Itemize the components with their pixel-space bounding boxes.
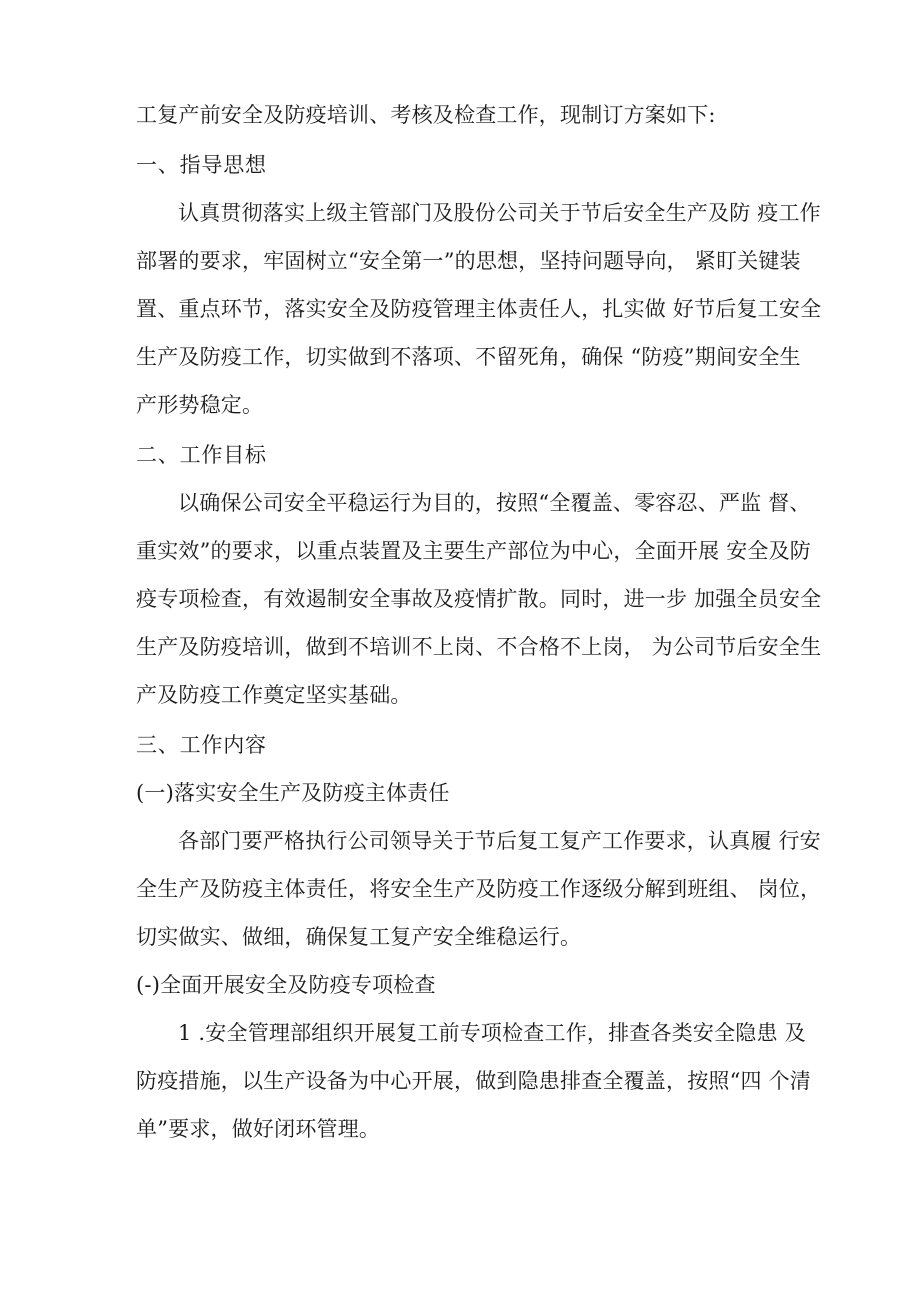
paragraph-line: 1 .安全管理部组织开展复工前专项检查工作，排查各类安全隐患 及 [178, 1021, 806, 1045]
subsection-heading-responsibility: (一)落实安全生产及防疫主体责任 [136, 781, 450, 805]
paragraph-line: 全生产及防疫主体责任，将安全生产及防疫工作逐级分解到班组、 岗位， [136, 877, 822, 901]
paragraph-line: 以确保公司安全平稳运行为目的，按照“全覆盖、零容忍、严监 督、 [178, 491, 811, 515]
paragraph-line: 生产及防疫工作，切实做到不落项、不留死角，确保 “防疫”期间安全生 [136, 345, 801, 369]
subsection-heading-inspection: (-)全面开展安全及防疫专项检查 [136, 973, 436, 997]
paragraph-line: 单”要求，做好闭环管理。 [136, 1117, 381, 1141]
paragraph-line: 重实效”的要求，以重点装置及主要生产部位为中心，全面开展 安全及防 [136, 539, 812, 563]
paragraph-line: 切实做实、做细，确保复工复产安全维稳运行。 [136, 925, 582, 949]
section-heading-guiding-ideology: 一、指导思想 [136, 153, 267, 177]
paragraph-line: 防疫措施，以生产设备为中心开展，做到隐患排查全覆盖，按照“四 个清 [136, 1069, 812, 1093]
paragraph-line: 疫专项检查，有效遏制安全事故及疫情扩散。同时，进一步 加强全员安全 [136, 587, 822, 611]
section-heading-work-content: 三、工作内容 [136, 733, 267, 757]
paragraph-line: 产形势稳定。 [136, 393, 264, 417]
intro-line: 工复产前安全及防疫培训、考核及检查工作，现制订方案如下: [136, 103, 716, 127]
paragraph-line: 认真贯彻落实上级主管部门及股份公司关于节后安全生产及防 疫工作 [178, 201, 821, 225]
paragraph-line: 各部门要严格执行公司领导关于节后复工复产工作要求，认真履 行安 [178, 829, 821, 853]
paragraph-line: 置、重点环节，落实安全及防疫管理主体责任人，扎实做 好节后复工安全 [136, 297, 822, 321]
paragraph-line: 部署的要求，牢固树立“安全第一”的思想，坚持问题导向， 紧盯关键装 [136, 249, 801, 273]
paragraph-line: 生产及防疫培训，做到不培训不上岗、不合格不上岗， 为公司节后安全生 [136, 635, 822, 659]
section-heading-work-goals: 二、工作目标 [136, 443, 267, 467]
paragraph-line: 产及防疫工作奠定坚实基础。 [136, 683, 412, 707]
